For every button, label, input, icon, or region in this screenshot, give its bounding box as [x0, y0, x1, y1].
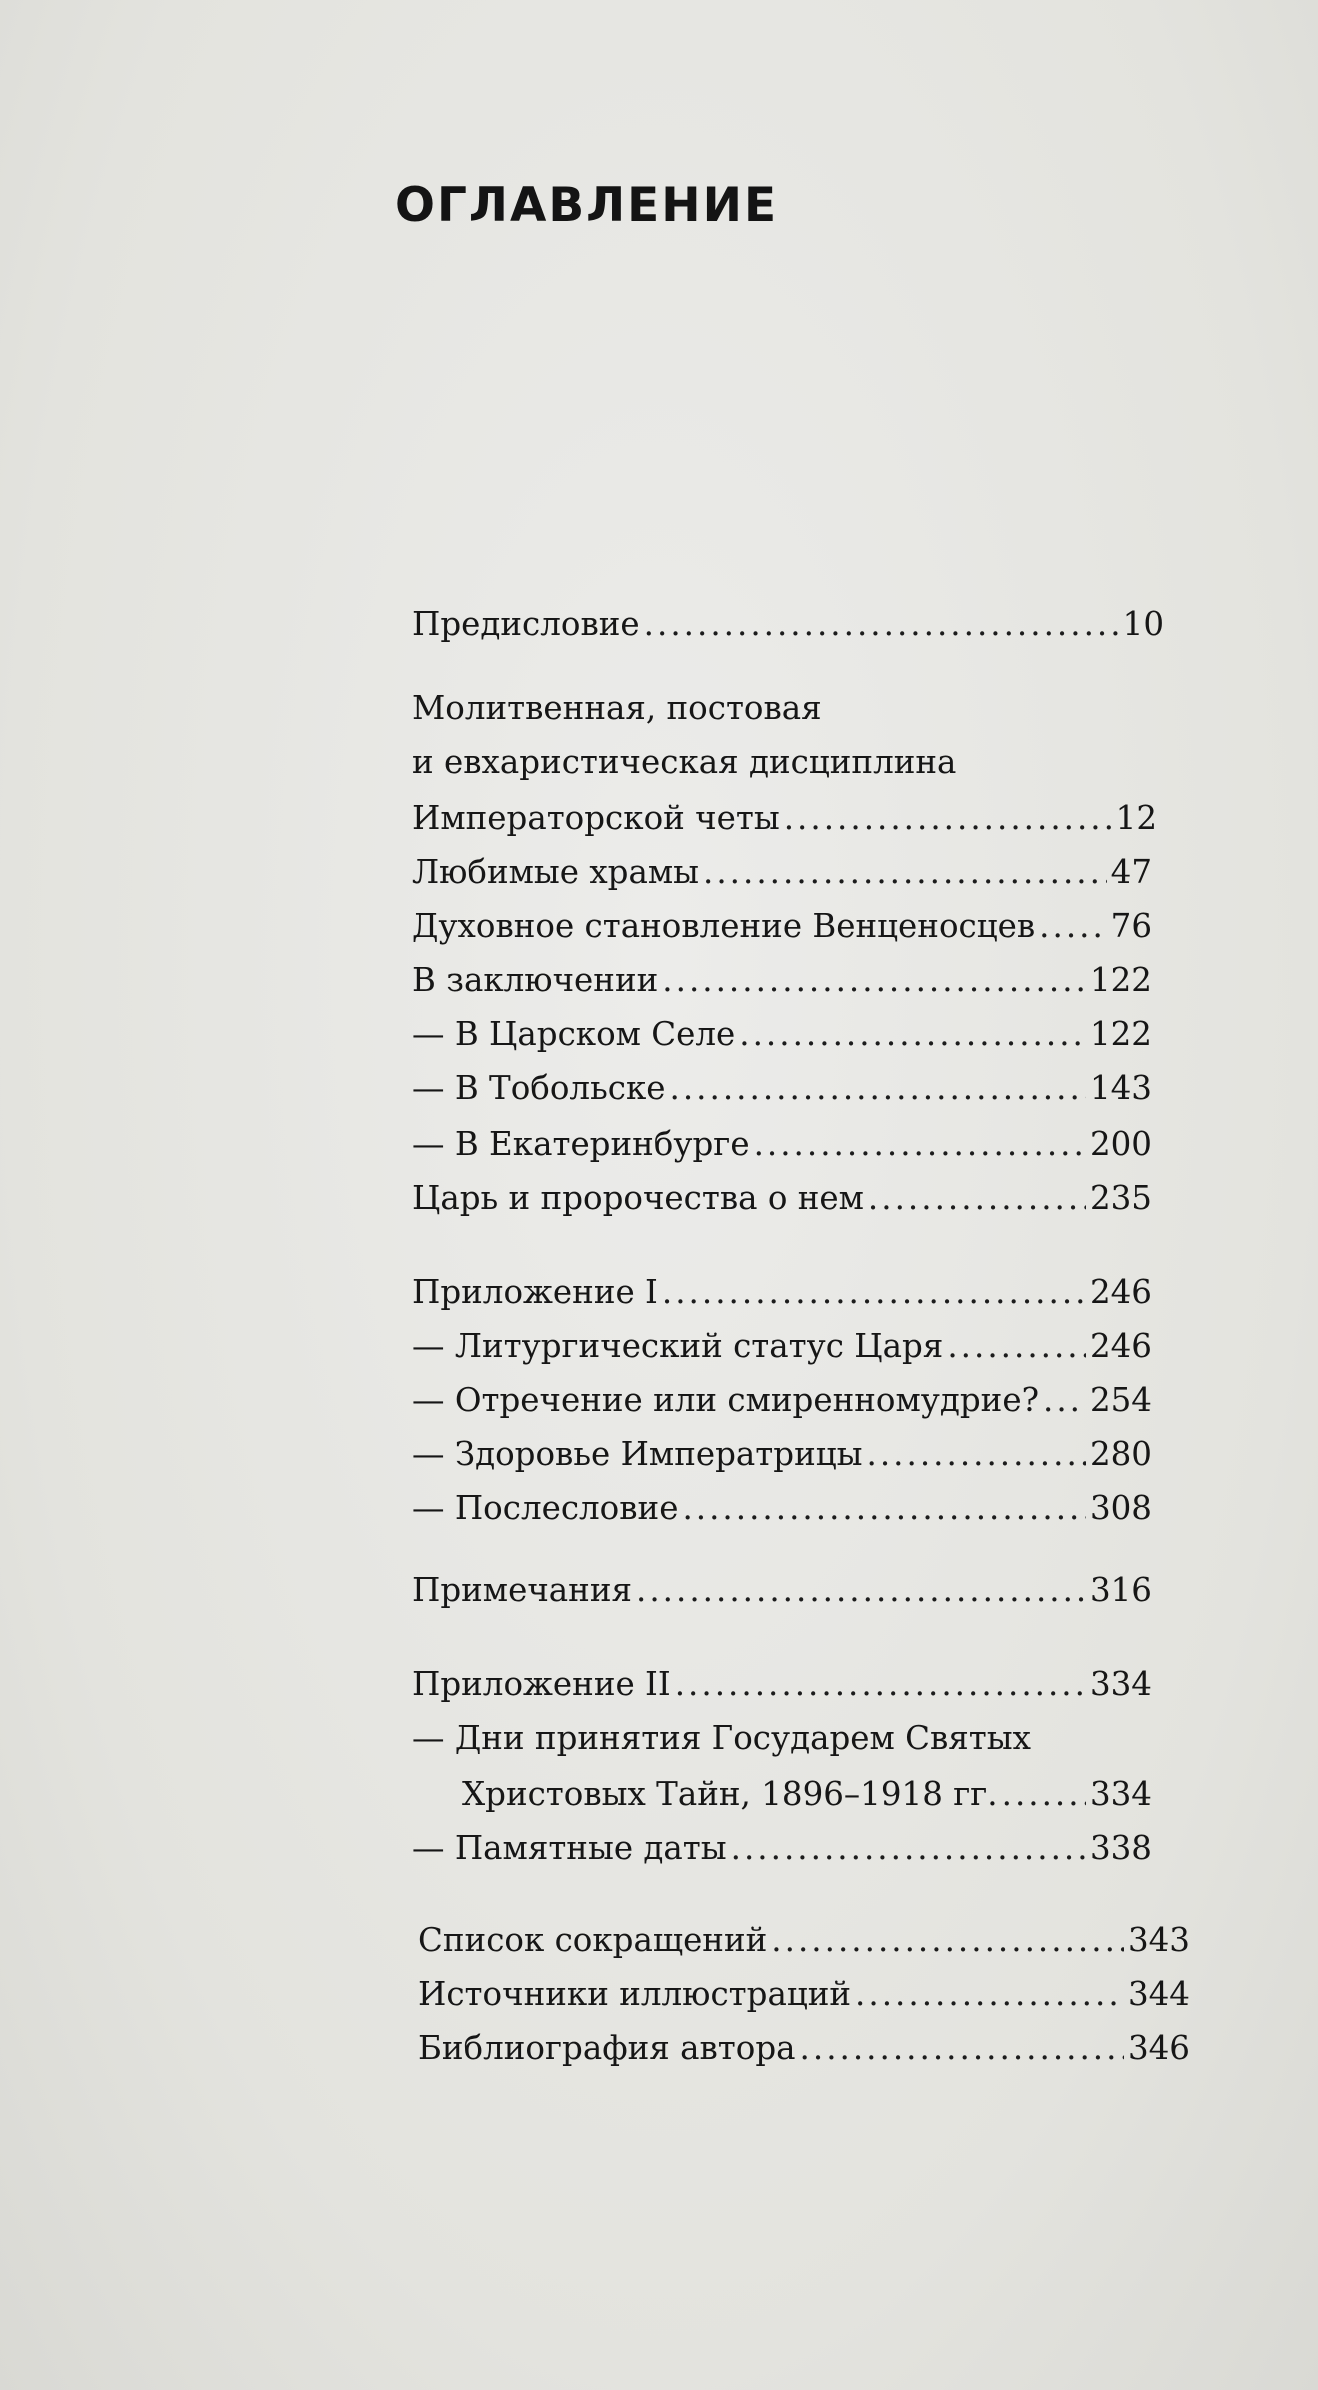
- toc-entry-page: 10: [1122, 605, 1164, 643]
- dot-leader: [754, 1124, 1086, 1164]
- toc-entry-title: Молитвенная, постовая: [412, 689, 822, 727]
- toc-entry-title: — Послесловие: [412, 1489, 679, 1527]
- toc-entry-title: Предисловие: [412, 605, 640, 643]
- dot-leader: [675, 1664, 1086, 1704]
- dot-leader: [947, 1326, 1086, 1366]
- dot-leader: [771, 1920, 1124, 1960]
- toc-entry-page: 346: [1127, 2029, 1190, 2067]
- toc-entry-title: Примечания: [412, 1571, 633, 1609]
- toc-entry-page: 143: [1089, 1069, 1152, 1107]
- toc-entry-title: — Памятные даты: [412, 1829, 727, 1867]
- toc-entry-title: Приложение II: [412, 1665, 671, 1703]
- toc-entry-discipline[interactable]: [412, 798, 1157, 838]
- toc-entry-page: 122: [1089, 961, 1152, 999]
- toc-entry-title: и евхаристическая дисциплина: [412, 743, 957, 781]
- toc-entry-page: 47: [1110, 853, 1152, 891]
- toc-entry-page: 235: [1089, 1179, 1152, 1217]
- toc-entry-title: Христовых Тайн, 1896–1918 гг.: [462, 1775, 998, 1813]
- toc-entry-page: 344: [1127, 1975, 1190, 2013]
- toc-entry-notes[interactable]: [412, 1570, 1152, 1610]
- toc-entry-appendix-2[interactable]: [412, 1664, 1152, 1704]
- toc-entry-title: Духовное становление Венценосцев: [412, 907, 1036, 945]
- toc-entry-title-line: [412, 1718, 1212, 1758]
- toc-entry-title: — Здоровье Императрицы: [412, 1435, 863, 1473]
- toc-entry-imprisonment[interactable]: [412, 960, 1152, 1000]
- dot-leader: [731, 1828, 1086, 1868]
- toc-entry-title: — В Екатеринбурге: [412, 1125, 750, 1163]
- toc-entry-page: 246: [1089, 1273, 1152, 1311]
- toc-entry-afterword[interactable]: [412, 1488, 1152, 1528]
- toc-entry-title: — Литургический статус Царя: [412, 1327, 944, 1365]
- toc-entry-title: — Отречение или смиренномудрие?: [412, 1381, 1040, 1419]
- toc-entry-page: 122: [1089, 1015, 1152, 1053]
- toc-entry-bibliography[interactable]: [418, 2028, 1190, 2068]
- toc-entry-title: Список сокращений: [418, 1921, 768, 1959]
- toc-entry-page: 12: [1115, 799, 1157, 837]
- dot-leader: [867, 1434, 1086, 1474]
- toc-entry-churches[interactable]: [412, 852, 1152, 892]
- dot-leader: [1043, 1380, 1086, 1420]
- dot-leader: [636, 1570, 1086, 1610]
- dot-leader: [682, 1488, 1086, 1528]
- toc-entry-title: Любимые храмы: [412, 853, 700, 891]
- dot-leader: [739, 1014, 1086, 1054]
- dot-leader: [662, 960, 1086, 1000]
- dot-leader: [662, 1272, 1086, 1312]
- page-title: ОГЛАВЛЕНИЕ: [395, 178, 779, 233]
- toc-entry-title: Библиография автора: [418, 2029, 796, 2067]
- toc-entry-memorable-dates[interactable]: [412, 1828, 1152, 1868]
- dot-leader: [1039, 906, 1106, 946]
- toc-entry-page: 308: [1089, 1489, 1152, 1527]
- dot-leader: [800, 2028, 1124, 2068]
- dot-leader: [784, 798, 1112, 838]
- toc-entry-title: Императорской четы: [412, 799, 780, 837]
- toc-entry-prophecies[interactable]: [412, 1178, 1152, 1218]
- dot-leader: [703, 852, 1107, 892]
- toc-entry-tobolsk[interactable]: [412, 1068, 1152, 1108]
- toc-entry-abbreviations[interactable]: [418, 1920, 1190, 1960]
- toc-entry-page: 254: [1089, 1381, 1152, 1419]
- toc-entry-communion-days[interactable]: [462, 1774, 1152, 1814]
- dot-leader: [855, 1974, 1124, 2014]
- toc-entry-empress-health[interactable]: [412, 1434, 1152, 1474]
- toc-entry-page: 343: [1127, 1921, 1190, 1959]
- toc-entry-abdication[interactable]: [412, 1380, 1152, 1420]
- dot-leader: [868, 1178, 1086, 1218]
- toc-entry-title: — В Тобольске: [412, 1069, 666, 1107]
- toc-entry-title-line: [412, 688, 1212, 728]
- toc-entry-ekaterinburg[interactable]: [412, 1124, 1152, 1164]
- toc-entry-title: — В Царском Селе: [412, 1015, 736, 1053]
- toc-entry-page: 76: [1110, 907, 1152, 945]
- toc-entry-page: 246: [1089, 1327, 1152, 1365]
- toc-entry-illustration-sources[interactable]: [418, 1974, 1190, 2014]
- toc-entry-title-line: [412, 742, 1212, 782]
- toc-entry-preface[interactable]: [412, 604, 1164, 644]
- toc-entry-appendix-1[interactable]: [412, 1272, 1152, 1312]
- toc-entry-tsarskoe-selo[interactable]: [412, 1014, 1152, 1054]
- toc-entry-page: 334: [1089, 1665, 1152, 1703]
- toc-entry-title: Царь и пророчества о нем: [412, 1179, 864, 1217]
- dot-leader: [670, 1068, 1086, 1108]
- toc-entry-spiritual[interactable]: [412, 906, 1152, 946]
- toc-entry-title: В заключении: [412, 961, 659, 999]
- toc-entry-page: 338: [1089, 1829, 1152, 1867]
- toc-entry-page: 200: [1089, 1125, 1152, 1163]
- dot-leader: [644, 604, 1119, 644]
- toc-entry-title: — Дни принятия Государем Святых: [412, 1719, 1031, 1757]
- dot-leader: [1002, 1774, 1086, 1814]
- toc-entry-page: 280: [1089, 1435, 1152, 1473]
- toc-entry-page: 316: [1089, 1571, 1152, 1609]
- toc-entry-liturgical-status[interactable]: [412, 1326, 1152, 1366]
- toc-entry-title: Источники иллюстраций: [418, 1975, 852, 2013]
- toc-entry-page: 334: [1089, 1775, 1152, 1813]
- toc-entry-title: Приложение I: [412, 1273, 658, 1311]
